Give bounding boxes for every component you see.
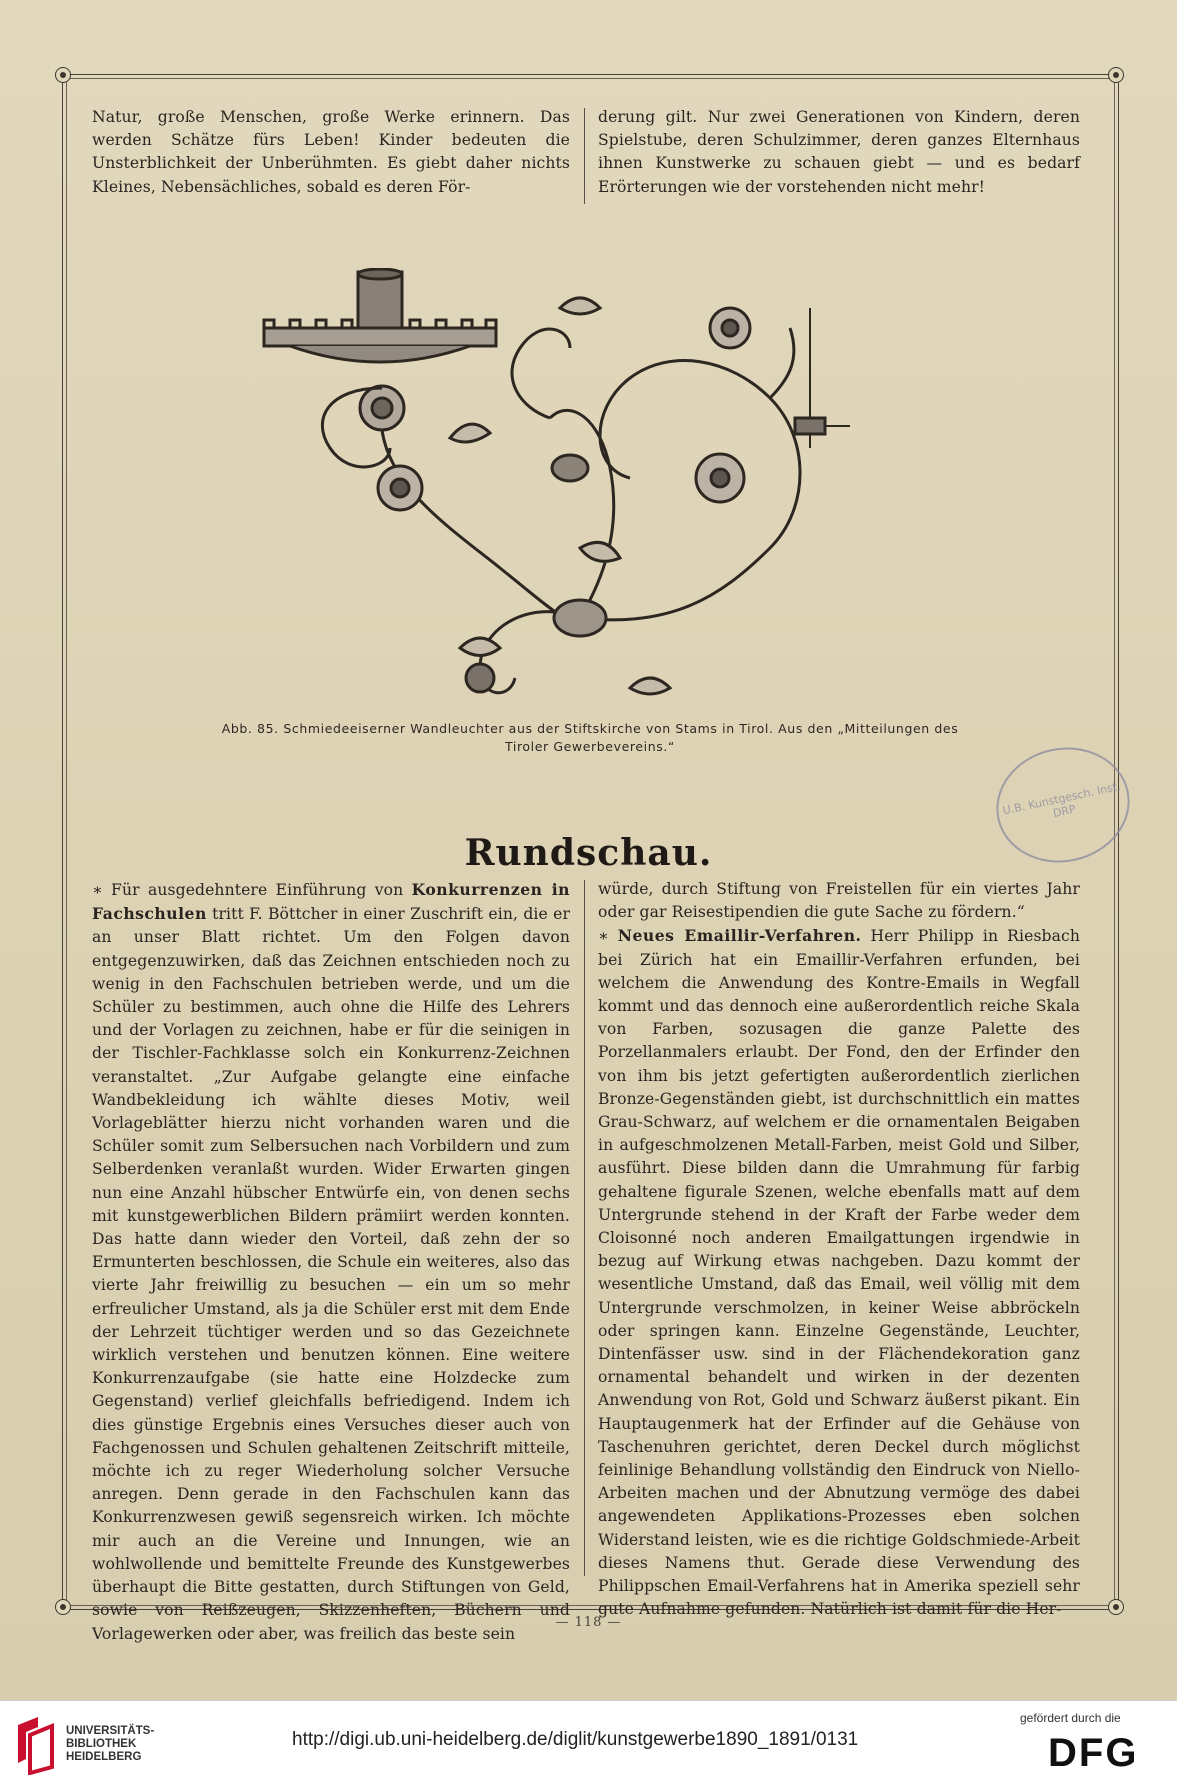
university-logo-icon xyxy=(12,1715,58,1775)
corner-ornament-icon xyxy=(1108,1599,1124,1615)
inline-heading: Konkurrenzen in Fachschulen xyxy=(92,880,570,924)
paragraph-intro: ∗ Für ausgedehntere Einführung von xyxy=(92,881,404,899)
corner-ornament-icon xyxy=(55,67,71,83)
corner-ornament-icon xyxy=(1108,67,1124,83)
caption-text: Schmiedeeiserner Wandleuchter aus der Stiftskirche von Stams in Tirol. Aus den „Mitteilungen des Tiroler Gewerbevereins.“ xyxy=(283,721,959,754)
bottom-right-column xyxy=(598,878,1080,1622)
paragraph: würde, durch Stiftung von Freistellen für ein viertes Jahr oder gar Reisestipendien die gute Sache zu fördern.“ xyxy=(598,880,1080,922)
section-title: Rundschau. xyxy=(464,832,713,874)
funded-by-label: gefördert durch die xyxy=(1020,1711,1121,1725)
paragraph-text: tritt F. Böttcher in einer Zuschrift ein, die er an unser Blatt richtet. Um den Folgen davon entgegenzuwirken, daß das Zeichnen entschieden noch zu wenig in den Fachschulen betrieben werde, und um die Schüler zu bestimmen, auch ohne die Hilfe des Lehrers und der Vorlagen zu zeichnen, habe er für die seinigen in der Tischler-Fachklasse solch ein Konkurrenz-Zeichnen veranstaltet. „Zur Aufgabe gelangte eine einfache Wandbekleidung ich wählte dieses Motiv, weil Vorlageblätter hierzu nicht vorhanden waren und die Schüler somit zum Selbersuchen nach Vorbildern und zum Selberdenken veranlaßt wurden. Wider Erwarten gingen nun eine Anzahl hübscher Entwürfe ein, von denen sechs mit kunstgewerblichen Bildern prämiirt werden konnten. Das hatte dann wieder den Vorteil, daß zehn der so Ermunterten beschlossen, die Schule ein weiteres, also das vierte Jahr freiwillig zu besuchen — ein um so mehr erfreulicher Umstand, als ja die Schüler erst mit dem Ende der Lehrzeit tüchtiger werden und so das Gezeichnete wirklich verstehen und benutzen können. Eine weitere Konkurrenzaufgabe (sie hatte eine Holzdecke zum Gegenstand) verlief gleichfalls befriedigend. Indem ich dies günstige Ergebnis eines Versuches dieser auch von Fachgenossen und Schulen gehaltenen Zeitschrift mitteile, möchte ich zu reger Wiederholung solcher Versuche anregen. Denn gerade in den Fachschulen kann das Konkurrenzwesen gewiß segensreich wirken. Ich möchte mir auch an die Vereine und Innungen, wie an wohlwollende und bemittelte Freunde des Kunstgewerbes überhaupt die Bitte gestatten, durch Stiftungen von Geld, sowie von Reißzeugen, Skizzenheften, Büchern und Vorlagewerken oder aber, was freilich das beste sein xyxy=(92,905,570,1643)
caption-label: Abb. 85. xyxy=(221,721,279,736)
paragraph-text: Herr Philipp in Riesbach bei Zürich hat ein Emaillir-Verfahren erfunden, bei welchem die Anwendung des Kontre-Emails in Wegfall kommt und das dennoch eine außerordentlich reiche Skala von Farben, sozusagen die ganze Palette des Porzellanmalers erlaubt. Der Fond, den der Erfinder den von ihm bis jetzt gefertigten außerordentlich zierlichen Bronze-Gegenständen giebt, ist durchschnittlich ein mattes Grau-Schwarz, auf welchem er die ornamentalen Beigaben in aufgeschmolzenen Metall-Farben, meist Gold und Silber, ausführt. Diese bilden dann die Umrahmung für farbig gehaltene figurale Szenen, welche ebenfalls matt auf dem Untergrunde stehend in der Kraft der Farbe weder dem Cloisonné noch anderen Emailgattungen irgendwie in bezug auf Wirkung etwas nachgeben. Dazu kommt der wesentliche Umstand, daß das Email, weil völlig mit dem Untergrunde verschmolzen, in keiner Weise abbröckeln oder springen kann. Einzelne Gegenstände, Leuchter, Dintenfässer usw. sind in der Flächendekoration ganz ornamental behandelt und wirken in der dezenten Anwendung von Rot, Gold und Schwarz äußerst pikant. Ein Hauptaugenmerk hat der Erfinder auf die Gehäuse von Taschenuhren gerichtet, deren Deckel durch möglichst feinlinige Behandlung vollständig den Eindruck von Niello-Arbeiten machen und der Abnutzung vermöge des dabei angewendeten Applikations-Prozesses eben solchen Widerstand leisten, wie es die richtige Goldschmiede-Arbeit dieses Namens thut. Gerade diese Verwendung des Philippschen Email-Verfahrens hat in Amerika speziell sehr gute Aufnahme gefunden. Natürlich ist damit für die Her- xyxy=(598,927,1080,1619)
source-url-link[interactable]: http://digi.ub.uni-heidelberg.de/diglit/kunstgewerbe1890_1891/0131 xyxy=(292,1729,859,1750)
top-left-column xyxy=(92,106,570,199)
paragraph: Natur, große Menschen, große Werke erinnern. Das werden Schätze fürs Leben! Kinder bedeuten die Unsterblichkeit der Unberühmten. Es giebt daher nichts Kleines, Nebensächliches, sobald es deren För- xyxy=(92,108,570,196)
stamp-text: U.B. Kunstgesch. Inst. DRP xyxy=(1001,779,1122,821)
column-divider xyxy=(584,108,585,204)
paragraph xyxy=(598,924,1080,1621)
university-name xyxy=(66,1725,154,1764)
footer-bar xyxy=(0,1700,1177,1787)
paragraph-intro: ∗ xyxy=(598,927,609,946)
university-name-line: UNIVERSITÄTS- xyxy=(66,1725,155,1737)
wall-sconce-illustration xyxy=(250,268,920,708)
page-number: — 118 — xyxy=(555,1615,622,1630)
inline-heading: Neues Emaillir-Verfahren. xyxy=(617,926,862,946)
paragraph: derung gilt. Nur zwei Generationen von Kindern, deren Spielstube, deren Schulzimmer, deren ganzes Elternhaus ihnen Kunstwerke zu schauen giebt — und es bedarf Erörterungen wie der vorstehenden nicht mehr! xyxy=(598,108,1080,196)
paragraph xyxy=(92,878,570,1646)
column-divider xyxy=(584,880,585,1576)
bottom-left-column xyxy=(92,878,570,1646)
university-name-line: HEIDELBERG xyxy=(66,1751,142,1763)
figure-caption xyxy=(200,720,980,756)
corner-ornament-icon xyxy=(55,1599,71,1615)
dfg-logo: DFG xyxy=(1048,1731,1139,1775)
university-name-line: BIBLIOTHEK xyxy=(66,1738,137,1750)
top-right-column xyxy=(598,106,1080,199)
